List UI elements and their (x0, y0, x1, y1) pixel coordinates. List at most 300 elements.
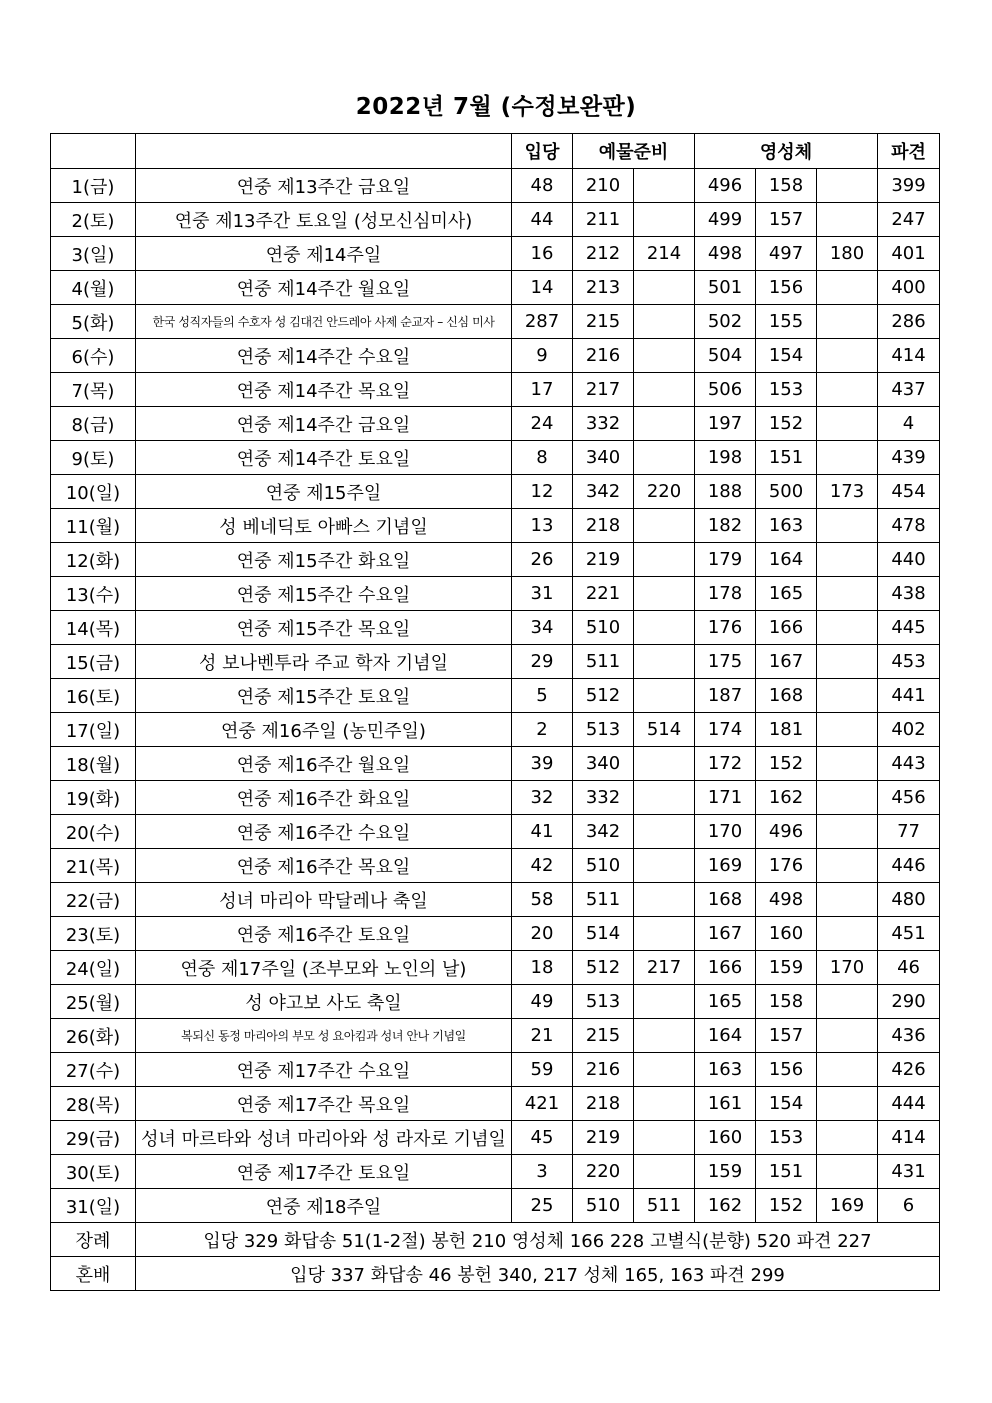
day-cell: 19(화) (51, 781, 136, 815)
communion-hymn-cell: 497 (756, 237, 817, 271)
day-cell: 23(토) (51, 917, 136, 951)
recessional-hymn-cell: 431 (878, 1155, 940, 1189)
table-row (51, 509, 940, 543)
communion-hymn-cell: 165 (756, 577, 817, 611)
entrance-hymn-cell: 32 (512, 781, 573, 815)
entrance-hymn-cell: 17 (512, 373, 573, 407)
communion-hymn-cell: 197 (695, 407, 756, 441)
day-cell: 18(월) (51, 747, 136, 781)
communion-hymn-cell: 165 (695, 985, 756, 1019)
communion-hymn-cell: 162 (756, 781, 817, 815)
communion-hymn-cell: 154 (756, 1087, 817, 1121)
recessional-hymn-cell: 4 (878, 407, 940, 441)
offertory-hymn-cell: 215 (573, 305, 634, 339)
table-row (51, 169, 940, 203)
footer-text-cell: 입당 329 화답송 51(1-2절) 봉헌 210 영성체 166 228 고별식(분향) 520 파견 227 (136, 1223, 940, 1257)
footer-label-cell: 장례 (51, 1223, 136, 1257)
feast-cell: 성녀 마리아 막달레나 축일 (136, 883, 512, 917)
communion-hymn-cell: 152 (756, 407, 817, 441)
feast-cell: 성 보나벤투라 주교 학자 기념일 (136, 645, 512, 679)
communion-hymn-cell: 163 (695, 1053, 756, 1087)
recessional-hymn-cell: 453 (878, 645, 940, 679)
entrance-hymn-cell: 5 (512, 679, 573, 713)
recessional-hymn-cell: 436 (878, 1019, 940, 1053)
entrance-hymn-cell: 49 (512, 985, 573, 1019)
table-row (51, 339, 940, 373)
communion-hymn-cell: 174 (695, 713, 756, 747)
communion-hymn-cell: 170 (817, 951, 878, 985)
offertory-hymn-cell (634, 1019, 695, 1053)
offertory-hymn-cell (634, 339, 695, 373)
communion-hymn-cell: 160 (756, 917, 817, 951)
offertory-hymn-cell: 342 (573, 475, 634, 509)
communion-hymn-cell (817, 373, 878, 407)
day-cell: 5(화) (51, 305, 136, 339)
communion-hymn-cell (817, 1087, 878, 1121)
offertory-hymn-cell (634, 781, 695, 815)
recessional-hymn-cell: 400 (878, 271, 940, 305)
header-day-cell (51, 134, 136, 169)
offertory-hymn-cell: 342 (573, 815, 634, 849)
offertory-hymn-cell: 214 (634, 237, 695, 271)
communion-hymn-cell: 152 (756, 747, 817, 781)
table-row (51, 781, 940, 815)
offertory-hymn-cell (634, 305, 695, 339)
table-row (51, 305, 940, 339)
feast-cell: 연중 제17주간 목요일 (136, 1087, 512, 1121)
day-cell: 9(토) (51, 441, 136, 475)
recessional-hymn-cell: 440 (878, 543, 940, 577)
communion-hymn-cell: 158 (756, 169, 817, 203)
offertory-hymn-cell: 511 (573, 645, 634, 679)
recessional-hymn-cell: 446 (878, 849, 940, 883)
recessional-hymn-cell: 441 (878, 679, 940, 713)
communion-hymn-cell: 496 (756, 815, 817, 849)
recessional-hymn-cell: 290 (878, 985, 940, 1019)
recessional-hymn-cell: 480 (878, 883, 940, 917)
feast-cell: 복되신 동정 마리아의 부모 성 요아킴과 성녀 안나 기념일 (136, 1019, 512, 1053)
recessional-hymn-cell: 454 (878, 475, 940, 509)
hymn-schedule-table (50, 133, 940, 1291)
day-cell: 22(금) (51, 883, 136, 917)
entrance-hymn-cell: 31 (512, 577, 573, 611)
offertory-hymn-cell: 340 (573, 441, 634, 475)
communion-hymn-cell: 176 (756, 849, 817, 883)
offertory-hymn-cell: 216 (573, 1053, 634, 1087)
communion-hymn-cell: 496 (695, 169, 756, 203)
communion-hymn-cell: 172 (695, 747, 756, 781)
communion-hymn-cell: 498 (695, 237, 756, 271)
recessional-hymn-cell: 399 (878, 169, 940, 203)
entrance-hymn-cell: 24 (512, 407, 573, 441)
communion-hymn-cell: 166 (695, 951, 756, 985)
recessional-hymn-cell: 414 (878, 339, 940, 373)
table-row (51, 237, 940, 271)
recessional-hymn-cell: 426 (878, 1053, 940, 1087)
communion-hymn-cell (817, 441, 878, 475)
offertory-hymn-cell: 216 (573, 339, 634, 373)
feast-cell: 연중 제13주간 금요일 (136, 169, 512, 203)
day-cell: 24(일) (51, 951, 136, 985)
communion-hymn-cell: 162 (695, 1189, 756, 1223)
entrance-hymn-cell: 58 (512, 883, 573, 917)
table-row (51, 1189, 940, 1223)
recessional-hymn-cell: 443 (878, 747, 940, 781)
day-cell: 29(금) (51, 1121, 136, 1155)
communion-hymn-cell: 161 (695, 1087, 756, 1121)
communion-hymn-cell: 504 (695, 339, 756, 373)
entrance-hymn-cell: 34 (512, 611, 573, 645)
day-cell: 16(토) (51, 679, 136, 713)
offertory-hymn-cell (634, 747, 695, 781)
offertory-hymn-cell (634, 407, 695, 441)
recessional-hymn-cell: 438 (878, 577, 940, 611)
feast-cell: 연중 제14주간 토요일 (136, 441, 512, 475)
offertory-hymn-cell: 510 (573, 1189, 634, 1223)
communion-hymn-cell: 173 (817, 475, 878, 509)
communion-hymn-cell (817, 577, 878, 611)
communion-hymn-cell: 158 (756, 985, 817, 1019)
entrance-hymn-cell: 45 (512, 1121, 573, 1155)
table-row (51, 1087, 940, 1121)
offertory-hymn-cell: 512 (573, 951, 634, 985)
offertory-hymn-cell: 211 (573, 203, 634, 237)
communion-hymn-cell (817, 339, 878, 373)
table-row (51, 203, 940, 237)
footer-label-cell: 혼배 (51, 1257, 136, 1291)
communion-hymn-cell (817, 645, 878, 679)
communion-hymn-cell: 182 (695, 509, 756, 543)
offertory-hymn-cell (634, 611, 695, 645)
offertory-hymn-cell (634, 577, 695, 611)
communion-hymn-cell: 188 (695, 475, 756, 509)
footer-row (51, 1223, 940, 1257)
entrance-hymn-cell: 421 (512, 1087, 573, 1121)
table-row (51, 985, 940, 1019)
table-row (51, 1155, 940, 1189)
offertory-hymn-cell: 514 (634, 713, 695, 747)
feast-cell: 연중 제17주간 토요일 (136, 1155, 512, 1189)
communion-hymn-cell (817, 1155, 878, 1189)
recessional-hymn-cell: 456 (878, 781, 940, 815)
offertory-hymn-cell: 215 (573, 1019, 634, 1053)
communion-hymn-cell: 159 (695, 1155, 756, 1189)
communion-hymn-cell: 163 (756, 509, 817, 543)
offertory-hymn-cell: 510 (573, 611, 634, 645)
day-cell: 4(월) (51, 271, 136, 305)
communion-hymn-cell: 154 (756, 339, 817, 373)
table-row (51, 1121, 940, 1155)
entrance-hymn-cell: 12 (512, 475, 573, 509)
offertory-hymn-cell (634, 849, 695, 883)
offertory-hymn-cell: 220 (573, 1155, 634, 1189)
entrance-hymn-cell: 287 (512, 305, 573, 339)
entrance-hymn-cell: 26 (512, 543, 573, 577)
table-row (51, 679, 940, 713)
communion-hymn-cell: 170 (695, 815, 756, 849)
day-cell: 27(수) (51, 1053, 136, 1087)
entrance-hymn-cell: 48 (512, 169, 573, 203)
table-row (51, 441, 940, 475)
communion-hymn-cell (817, 203, 878, 237)
feast-cell: 연중 제13주간 토요일 (성모신심미사) (136, 203, 512, 237)
communion-hymn-cell: 178 (695, 577, 756, 611)
offertory-hymn-cell (634, 509, 695, 543)
header-entrance: 입당 (512, 134, 573, 169)
offertory-hymn-cell: 219 (573, 543, 634, 577)
offertory-hymn-cell (634, 917, 695, 951)
feast-cell: 연중 제15주간 화요일 (136, 543, 512, 577)
offertory-hymn-cell: 218 (573, 509, 634, 543)
feast-cell: 연중 제14주간 금요일 (136, 407, 512, 441)
offertory-hymn-cell: 512 (573, 679, 634, 713)
communion-hymn-cell (817, 305, 878, 339)
table-row (51, 611, 940, 645)
table-row (51, 1053, 940, 1087)
footer-text-cell: 입당 337 화답송 46 봉헌 340, 217 성체 165, 163 파견 299 (136, 1257, 940, 1291)
day-cell: 10(일) (51, 475, 136, 509)
recessional-hymn-cell: 6 (878, 1189, 940, 1223)
feast-cell: 연중 제16주일 (농민주일) (136, 713, 512, 747)
offertory-hymn-cell (634, 1121, 695, 1155)
day-cell: 15(금) (51, 645, 136, 679)
table-row (51, 815, 940, 849)
communion-hymn-cell (817, 1019, 878, 1053)
communion-hymn-cell (817, 747, 878, 781)
communion-hymn-cell (817, 849, 878, 883)
table-row (51, 271, 940, 305)
header-row (51, 134, 940, 169)
day-cell: 30(토) (51, 1155, 136, 1189)
offertory-hymn-cell: 212 (573, 237, 634, 271)
offertory-hymn-cell: 332 (573, 407, 634, 441)
offertory-hymn-cell: 213 (573, 271, 634, 305)
entrance-hymn-cell: 20 (512, 917, 573, 951)
communion-hymn-cell: 167 (756, 645, 817, 679)
footer-row (51, 1257, 940, 1291)
table-row (51, 407, 940, 441)
page-title: 2022년 7월 (수정보완판) (355, 94, 637, 120)
day-cell: 28(목) (51, 1087, 136, 1121)
offertory-hymn-cell (634, 441, 695, 475)
offertory-hymn-cell (634, 1155, 695, 1189)
entrance-hymn-cell: 25 (512, 1189, 573, 1223)
table-row (51, 373, 940, 407)
communion-hymn-cell: 169 (817, 1189, 878, 1223)
communion-hymn-cell: 153 (756, 373, 817, 407)
feast-cell: 연중 제14주간 월요일 (136, 271, 512, 305)
feast-cell: 연중 제14주일 (136, 237, 512, 271)
day-cell: 26(화) (51, 1019, 136, 1053)
communion-hymn-cell (817, 815, 878, 849)
offertory-hymn-cell (634, 645, 695, 679)
offertory-hymn-cell: 332 (573, 781, 634, 815)
offertory-hymn-cell: 217 (634, 951, 695, 985)
recessional-hymn-cell: 444 (878, 1087, 940, 1121)
recessional-hymn-cell: 478 (878, 509, 940, 543)
recessional-hymn-cell: 437 (878, 373, 940, 407)
recessional-hymn-cell: 451 (878, 917, 940, 951)
communion-hymn-cell: 160 (695, 1121, 756, 1155)
offertory-hymn-cell (634, 1053, 695, 1087)
communion-hymn-cell (817, 509, 878, 543)
communion-hymn-cell (817, 781, 878, 815)
offertory-hymn-cell: 218 (573, 1087, 634, 1121)
entrance-hymn-cell: 18 (512, 951, 573, 985)
feast-cell: 성 베네딕토 아빠스 기념일 (136, 509, 512, 543)
feast-cell: 연중 제14주간 수요일 (136, 339, 512, 373)
communion-hymn-cell (817, 1053, 878, 1087)
communion-hymn-cell: 151 (756, 441, 817, 475)
feast-cell: 성녀 마르타와 성녀 마리아와 성 라자로 기념일 (136, 1121, 512, 1155)
feast-cell: 연중 제14주간 목요일 (136, 373, 512, 407)
communion-hymn-cell (817, 543, 878, 577)
table-row (51, 883, 940, 917)
offertory-hymn-cell: 511 (634, 1189, 695, 1223)
communion-hymn-cell: 180 (817, 237, 878, 271)
communion-hymn-cell: 506 (695, 373, 756, 407)
table-row (51, 849, 940, 883)
offertory-hymn-cell: 210 (573, 169, 634, 203)
communion-hymn-cell: 179 (695, 543, 756, 577)
communion-hymn-cell: 181 (756, 713, 817, 747)
communion-hymn-cell: 498 (756, 883, 817, 917)
communion-hymn-cell (817, 407, 878, 441)
offertory-hymn-cell: 217 (573, 373, 634, 407)
communion-hymn-cell: 155 (756, 305, 817, 339)
day-cell: 12(화) (51, 543, 136, 577)
table-row (51, 543, 940, 577)
offertory-hymn-cell (634, 271, 695, 305)
offertory-hymn-cell: 513 (573, 985, 634, 1019)
recessional-hymn-cell: 286 (878, 305, 940, 339)
recessional-hymn-cell: 445 (878, 611, 940, 645)
day-cell: 8(금) (51, 407, 136, 441)
day-cell: 2(토) (51, 203, 136, 237)
communion-hymn-cell: 499 (695, 203, 756, 237)
communion-hymn-cell (817, 169, 878, 203)
offertory-hymn-cell (634, 679, 695, 713)
entrance-hymn-cell: 39 (512, 747, 573, 781)
feast-cell: 연중 제18주일 (136, 1189, 512, 1223)
table-row (51, 747, 940, 781)
header-communion: 영성체 (695, 134, 878, 169)
communion-hymn-cell (817, 679, 878, 713)
communion-hymn-cell: 167 (695, 917, 756, 951)
table-row (51, 645, 940, 679)
communion-hymn-cell: 157 (756, 1019, 817, 1053)
day-cell: 25(월) (51, 985, 136, 1019)
entrance-hymn-cell: 59 (512, 1053, 573, 1087)
offertory-hymn-cell (634, 203, 695, 237)
communion-hymn-cell: 171 (695, 781, 756, 815)
offertory-hymn-cell: 221 (573, 577, 634, 611)
offertory-hymn-cell (634, 373, 695, 407)
entrance-hymn-cell: 3 (512, 1155, 573, 1189)
table-row (51, 577, 940, 611)
recessional-hymn-cell: 247 (878, 203, 940, 237)
entrance-hymn-cell: 14 (512, 271, 573, 305)
communion-hymn-cell: 502 (695, 305, 756, 339)
table-row (51, 475, 940, 509)
entrance-hymn-cell: 42 (512, 849, 573, 883)
feast-cell: 한국 성직자들의 수호자 성 김대건 안드레아 사제 순교자 – 신심 미사 (136, 305, 512, 339)
communion-hymn-cell (817, 271, 878, 305)
day-cell: 13(수) (51, 577, 136, 611)
header-offertory: 예물준비 (573, 134, 695, 169)
communion-hymn-cell: 156 (756, 1053, 817, 1087)
communion-hymn-cell (817, 985, 878, 1019)
offertory-hymn-cell (634, 815, 695, 849)
recessional-hymn-cell: 439 (878, 441, 940, 475)
entrance-hymn-cell: 13 (512, 509, 573, 543)
entrance-hymn-cell: 44 (512, 203, 573, 237)
communion-hymn-cell: 198 (695, 441, 756, 475)
offertory-hymn-cell (634, 883, 695, 917)
communion-hymn-cell: 166 (756, 611, 817, 645)
communion-hymn-cell: 176 (695, 611, 756, 645)
communion-hymn-cell: 169 (695, 849, 756, 883)
day-cell: 17(일) (51, 713, 136, 747)
recessional-hymn-cell: 414 (878, 1121, 940, 1155)
feast-cell: 연중 제16주간 수요일 (136, 815, 512, 849)
day-cell: 20(수) (51, 815, 136, 849)
entrance-hymn-cell: 9 (512, 339, 573, 373)
offertory-hymn-cell: 510 (573, 849, 634, 883)
header-feast-cell (136, 134, 512, 169)
day-cell: 11(월) (51, 509, 136, 543)
communion-hymn-cell: 168 (756, 679, 817, 713)
communion-hymn-cell: 500 (756, 475, 817, 509)
communion-hymn-cell: 157 (756, 203, 817, 237)
offertory-hymn-cell: 511 (573, 883, 634, 917)
recessional-hymn-cell: 402 (878, 713, 940, 747)
feast-cell: 연중 제15주간 수요일 (136, 577, 512, 611)
communion-hymn-cell (817, 611, 878, 645)
feast-cell: 연중 제15주간 토요일 (136, 679, 512, 713)
recessional-hymn-cell: 46 (878, 951, 940, 985)
feast-cell: 성 야고보 사도 축일 (136, 985, 512, 1019)
communion-hymn-cell: 159 (756, 951, 817, 985)
table-row (51, 917, 940, 951)
day-cell: 6(수) (51, 339, 136, 373)
feast-cell: 연중 제16주간 토요일 (136, 917, 512, 951)
entrance-hymn-cell: 8 (512, 441, 573, 475)
communion-hymn-cell (817, 1121, 878, 1155)
entrance-hymn-cell: 41 (512, 815, 573, 849)
feast-cell: 연중 제15주일 (136, 475, 512, 509)
entrance-hymn-cell: 21 (512, 1019, 573, 1053)
day-cell: 7(목) (51, 373, 136, 407)
offertory-hymn-cell: 219 (573, 1121, 634, 1155)
day-cell: 21(목) (51, 849, 136, 883)
communion-hymn-cell: 164 (756, 543, 817, 577)
communion-hymn-cell: 175 (695, 645, 756, 679)
recessional-hymn-cell: 77 (878, 815, 940, 849)
day-cell: 14(목) (51, 611, 136, 645)
table-row (51, 1019, 940, 1053)
communion-hymn-cell: 151 (756, 1155, 817, 1189)
offertory-hymn-cell (634, 543, 695, 577)
entrance-hymn-cell: 2 (512, 713, 573, 747)
offertory-hymn-cell: 340 (573, 747, 634, 781)
day-cell: 1(금) (51, 169, 136, 203)
communion-hymn-cell: 187 (695, 679, 756, 713)
entrance-hymn-cell: 29 (512, 645, 573, 679)
offertory-hymn-cell (634, 1087, 695, 1121)
offertory-hymn-cell (634, 985, 695, 1019)
table-row (51, 713, 940, 747)
